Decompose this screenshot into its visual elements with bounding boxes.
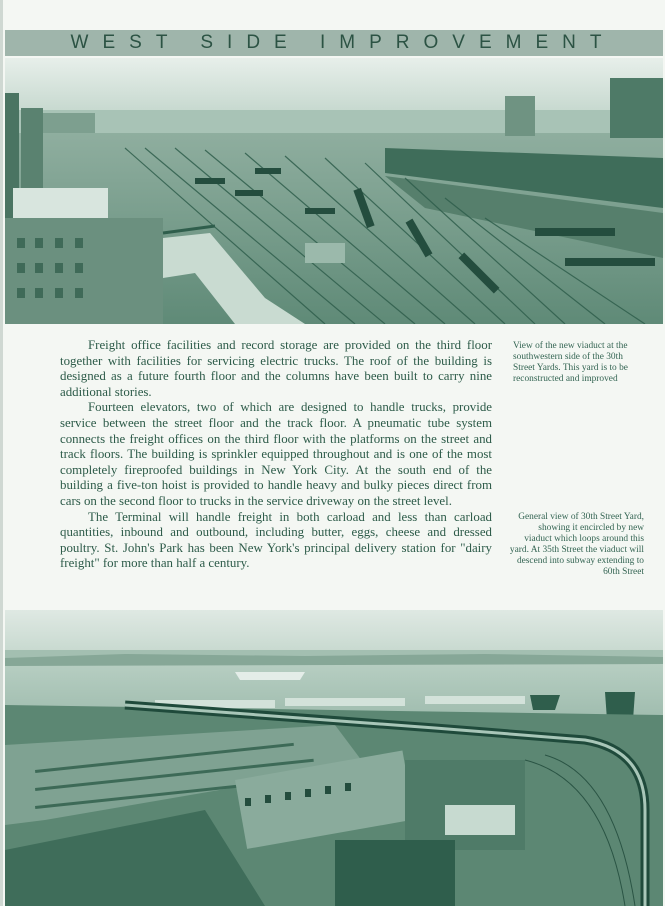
yard-general-view-photo <box>5 610 663 906</box>
paragraph: Fourteen elevators, two of which are designed to handle trucks, provide service between the street floor and the track floor. A pneumatic tube system connects the freight offices on the third floor with the platforms on the street and track floors. The building is sprinkler equipped throughout and is one of the most completely fireproofed buildings in New York City. At the south end of the building a five-ton hoist is provided to handle heavy and bulky pieces direct from cars on the second floor to trucks in the service driveway on the street level. <box>60 400 492 508</box>
photo-caption-bottom: General view of 30th Street Yard, showing it encircled by new viaduct which loops around this yard. At 35th Street the viaduct will descend into subway extending to 60th Street <box>509 512 644 577</box>
header-band <box>5 30 663 56</box>
body-text <box>60 338 492 572</box>
photo-caption-top: View of the new viaduct at the southwestern side of the 30th Street Yards. This yard is to be reconstructed and improved <box>513 341 628 384</box>
rail-yard-photo <box>5 58 663 324</box>
paragraph: The Terminal will handle freight in both carload and less than carload quantities, inbound and outbound, including butter, eggs, cheese and dressed poultry. St. John's Park has been New York's principal delivery station for "dairy freight" for more than half a century. <box>60 509 492 571</box>
paragraph: Freight office facilities and record storage are provided on the third floor together with facilities for servicing electric trucks. The roof of the building is designed as a future fourth floor and the columns have been built to carry nine additional stories. <box>60 338 492 399</box>
page-title: WEST SIDE IMPROVEMENT <box>70 32 616 53</box>
